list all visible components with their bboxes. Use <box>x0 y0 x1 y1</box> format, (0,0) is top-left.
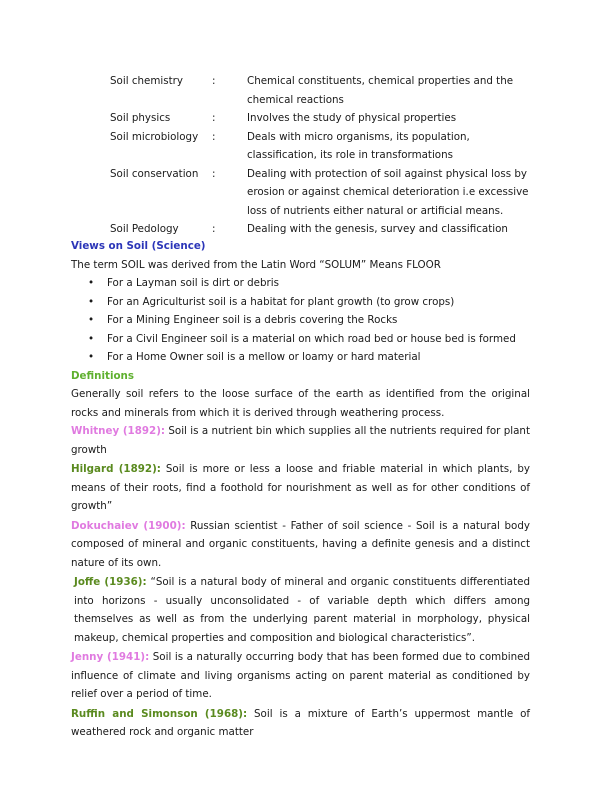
definition-author: Jenny (1941): <box>71 651 150 663</box>
list-item <box>71 293 530 312</box>
definition-author: Joffe (1936): <box>74 576 147 588</box>
definitions-intro: Generally soil refers to the loose surface of the earth as identified from the original rocks and minerals from which it is derived through weathering process. <box>71 388 530 419</box>
definition-author: Whitney (1892): <box>71 425 166 437</box>
branch-separator: : <box>212 223 216 235</box>
definition-text: Soil is more or less a loose and friable material in which plants, by means of their roots, find a foothold for nourishment as well as for other conditions of growth” <box>71 463 530 512</box>
branch-row <box>110 220 530 239</box>
bullet-text: For a Layman soil is dirt or debris <box>107 277 279 289</box>
definition-item <box>71 460 530 516</box>
branch-separator: : <box>212 112 216 124</box>
definitions-heading: Definitions <box>71 369 135 382</box>
bullet-icon: • <box>88 295 95 308</box>
branch-name: Soil microbiology <box>110 130 199 143</box>
branch-separator: : <box>212 75 216 87</box>
bullet-icon: • <box>88 277 95 289</box>
list-item <box>71 348 530 367</box>
branch-name: Soil physics <box>110 112 171 124</box>
branch-separator: : <box>212 130 216 143</box>
bullet-text: For a Mining Engineer soil is a debris covering the Rocks <box>107 314 398 326</box>
branch-row <box>110 128 530 165</box>
branch-description: Dealing with the genesis, survey and classification <box>247 223 508 235</box>
bullet-icon: • <box>88 332 95 345</box>
branch-separator: : <box>212 167 216 180</box>
branch-description: Dealing with protection of soil against physical loss by erosion or against chemical deterioration i.e excessive loss of nutrients either natural or artificial means. <box>247 167 529 217</box>
branch-description: Chemical constituents, chemical properties and the chemical reactions <box>247 75 514 106</box>
branch-row <box>110 109 530 128</box>
branch-row <box>110 165 530 221</box>
list-item <box>71 311 530 330</box>
definition-author: Dokuchaiev (1900): <box>71 519 186 532</box>
list-item <box>71 330 530 349</box>
definition-item <box>71 573 530 647</box>
branch-name: Soil conservation <box>110 167 199 180</box>
definition-text: Russian scientist - Father of soil science - Soil is a natural body composed of mineral and organic constituents, having a definite genesis and a distinct nature of its own. <box>71 519 530 569</box>
bullet-text: For an Agriculturist soil is a habitat for plant growth (to grow crops) <box>107 295 455 308</box>
definition-text: Soil is a naturally occurring body that has been formed due to combined influence of climate and living organisms acting on parent material as conditioned by relief over a period of time. <box>71 651 530 700</box>
definition-text: Soil is a nutrient bin which supplies all the nutrients required for plant growth <box>71 425 530 456</box>
bullet-text: For a Civil Engineer soil is a material on which road bed or house bed is formed <box>107 332 516 345</box>
branch-description: Involves the study of physical properties <box>247 112 457 124</box>
definition-text: “Soil is a natural body of mineral and organic constituents differentiated into horizons - usually unconsolidated - of variable depth which differs among themselves as well as from the underlying parent material in morphology, physical makeup, chemical properties and composition and biological characteristics”. <box>74 576 530 644</box>
definition-author: Ruffin and Simonson (1968): <box>71 707 248 720</box>
views-heading: Views on Soil (Science) <box>71 240 206 252</box>
definition-text: Soil is a mixture of Earth’s uppermost mantle of weathered rock and organic matter <box>71 707 531 738</box>
definition-item <box>71 517 530 573</box>
branch-name: Soil chemistry <box>110 75 183 87</box>
branch-name: Soil Pedology <box>110 223 179 235</box>
soil-branches-list <box>110 72 530 239</box>
bullet-icon: • <box>88 314 95 326</box>
main-content <box>71 237 530 742</box>
bullet-text: For a Home Owner soil is a mellow or loamy or hard material <box>107 351 421 363</box>
branch-row <box>110 72 530 109</box>
list-item <box>71 274 530 293</box>
definition-item <box>71 705 530 742</box>
definition-item <box>71 648 530 704</box>
branch-description: Deals with micro organisms, its population, classification, its role in transformations <box>247 130 470 161</box>
definition-item <box>71 422 530 459</box>
bullet-icon: • <box>88 351 95 363</box>
views-intro: The term SOIL was derived from the Latin Word “SOLUM” Means FLOOR <box>71 258 441 271</box>
definition-author: Hilgard (1892): <box>71 463 161 475</box>
views-bullet-list <box>71 274 530 367</box>
